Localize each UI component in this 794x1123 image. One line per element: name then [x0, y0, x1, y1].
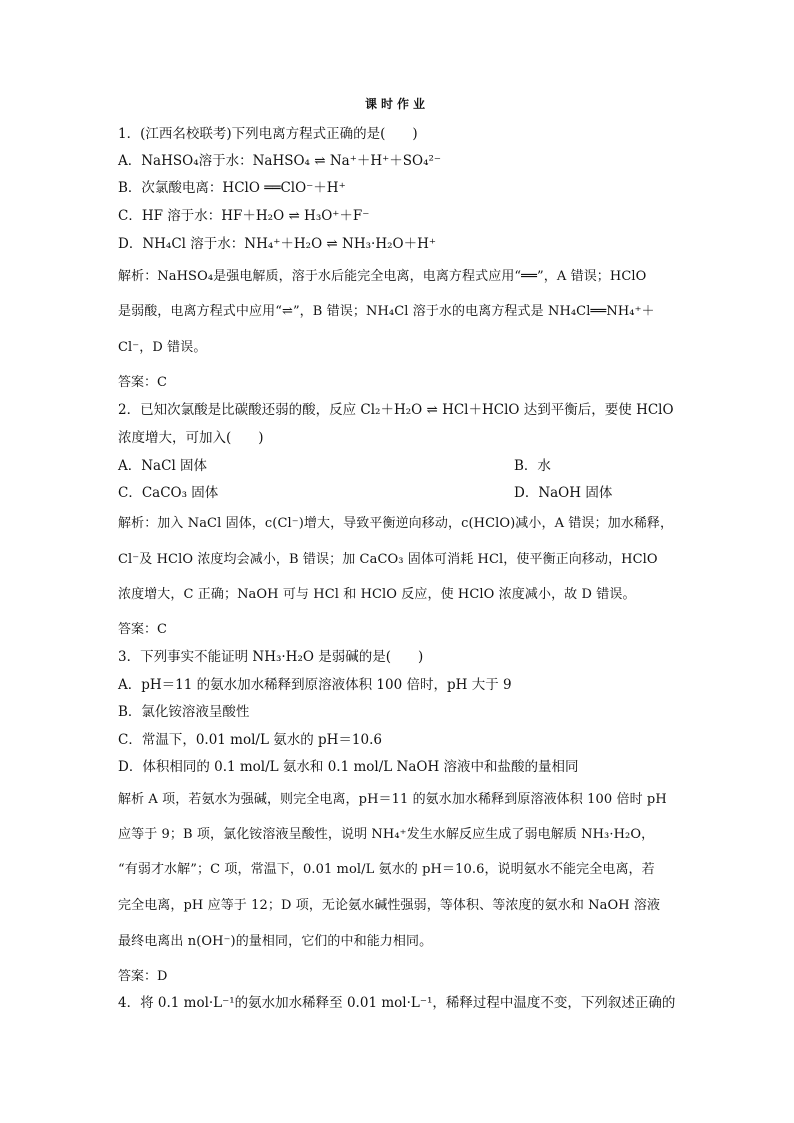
question-2-stem: 2．已知次氯酸是比碳酸还弱的酸，反应 Cl₂＋H₂O ⇌ HCl＋HClO 达到平衡后，要使 HClO — [118, 402, 674, 418]
question-4-stem: 4．将 0.1 mol·L⁻¹的氨水加水稀释至 0.01 mol·L⁻¹，稀释过程中温度不变，下列叙述正确的 — [118, 995, 676, 1011]
question-2-explanation-line: 解析：加入 NaCl 固体，c(Cl⁻)增大，导致平衡逆向移动，c(HClO)减小，A 错误；加水稀释， — [118, 516, 674, 531]
question-1-option-d: D．NH₄Cl 溶于水：NH₄⁺＋H₂O ⇌ NH₃·H₂O＋H⁺ — [118, 236, 436, 252]
question-1-explanation-line: 是弱酸，电离方程式中应用“⇌”，B 错误；NH₄Cl 溶于水的电离方程式是 NH₄Cl══NH₄⁺＋ — [118, 304, 655, 319]
question-3-stem: 3．下列事实不能证明 NH₃·H₂O 是弱碱的是( ) — [118, 649, 424, 665]
page-title: 课时作业 — [364, 97, 429, 111]
question-1-answer: 答案：C — [118, 375, 167, 390]
question-1-explanation-line: Cl⁻，D 错误。 — [118, 340, 207, 355]
question-1-option-c: C．HF 溶于水：HF＋H₂O ⇌ H₃O⁺＋F⁻ — [118, 208, 370, 224]
question-2-option-b: B．水 — [514, 458, 551, 474]
question-2-option-c: C．CaCO₃ 固体 — [118, 485, 219, 501]
question-3-explanation-line: 完全电离，pH 应等于 12；D 项，无论氨水碱性强弱，等体积、等浓度的氨水和 NaOH 溶液 — [118, 898, 661, 913]
question-3-answer: 答案：D — [118, 969, 168, 984]
question-1-explanation-line: 解析：NaHSO₄是强电解质，溶于水后能完全电离，电离方程式应用“══”，A 错误；HClO — [118, 269, 647, 284]
question-3-explanation-line: 应等于 9；B 项，氯化铵溶液呈酸性，说明 NH₄⁺发生水解反应生成了弱电解质 NH₃·H₂O， — [118, 827, 655, 842]
question-1-option-b: B．次氯酸电离：HClO ══ClO⁻＋H⁺ — [118, 180, 346, 196]
question-2-options-row — [118, 457, 684, 475]
question-3-option-b: B．氯化铵溶液呈酸性 — [118, 704, 250, 720]
question-2-explanation-line: Cl⁻及 HClO 浓度均会减小，B 错误；加 CaCO₃ 固体可消耗 HCl，使平衡正向移动，HClO — [118, 552, 658, 567]
question-3-option-c: C．常温下，0.01 mol/L 氨水的 pH＝10.6 — [118, 732, 382, 748]
question-1-option-a: A．NaHSO₄溶于水：NaHSO₄ ⇌ Na⁺＋H⁺＋SO₄²⁻ — [118, 153, 442, 169]
question-2-stem: 浓度增大，可加入( ) — [118, 430, 264, 446]
question-3-option-a: A．pH＝11 的氨水加水稀释到原溶液体积 100 倍时，pH 大于 9 — [118, 677, 512, 693]
question-3-option-d: D．体积相同的 0.1 mol/L 氨水和 0.1 mol/L NaOH 溶液中和盐酸的量相同 — [118, 759, 579, 775]
question-2-option-a: A．NaCl 固体 — [118, 458, 208, 474]
question-2-explanation-line: 浓度增大，C 正确；NaOH 可与 HCl 和 HClO 反应，使 HClO 浓度减小，故 D 错误。 — [118, 587, 636, 602]
question-3-explanation-line: “有弱才水解”；C 项，常温下，0.01 mol/L 氨水的 pH＝10.6，说明氨水不能完全电离，若 — [118, 862, 655, 877]
question-2-options-row — [118, 484, 684, 502]
question-3-explanation-line: 最终电离出 n(OH⁻)的量相同，它们的中和能力相同。 — [118, 934, 433, 949]
question-3-explanation-line: 解析 A 项，若氨水为强碱，则完全电离，pH＝11 的氨水加水稀释到原溶液体积 100 倍时 pH — [118, 792, 667, 807]
question-2-answer: 答案：C — [118, 622, 167, 637]
question-1-stem: 1．(江西名校联考)下列电离方程式正确的是( ) — [118, 126, 418, 142]
question-2-option-d: D．NaOH 固体 — [514, 485, 613, 501]
